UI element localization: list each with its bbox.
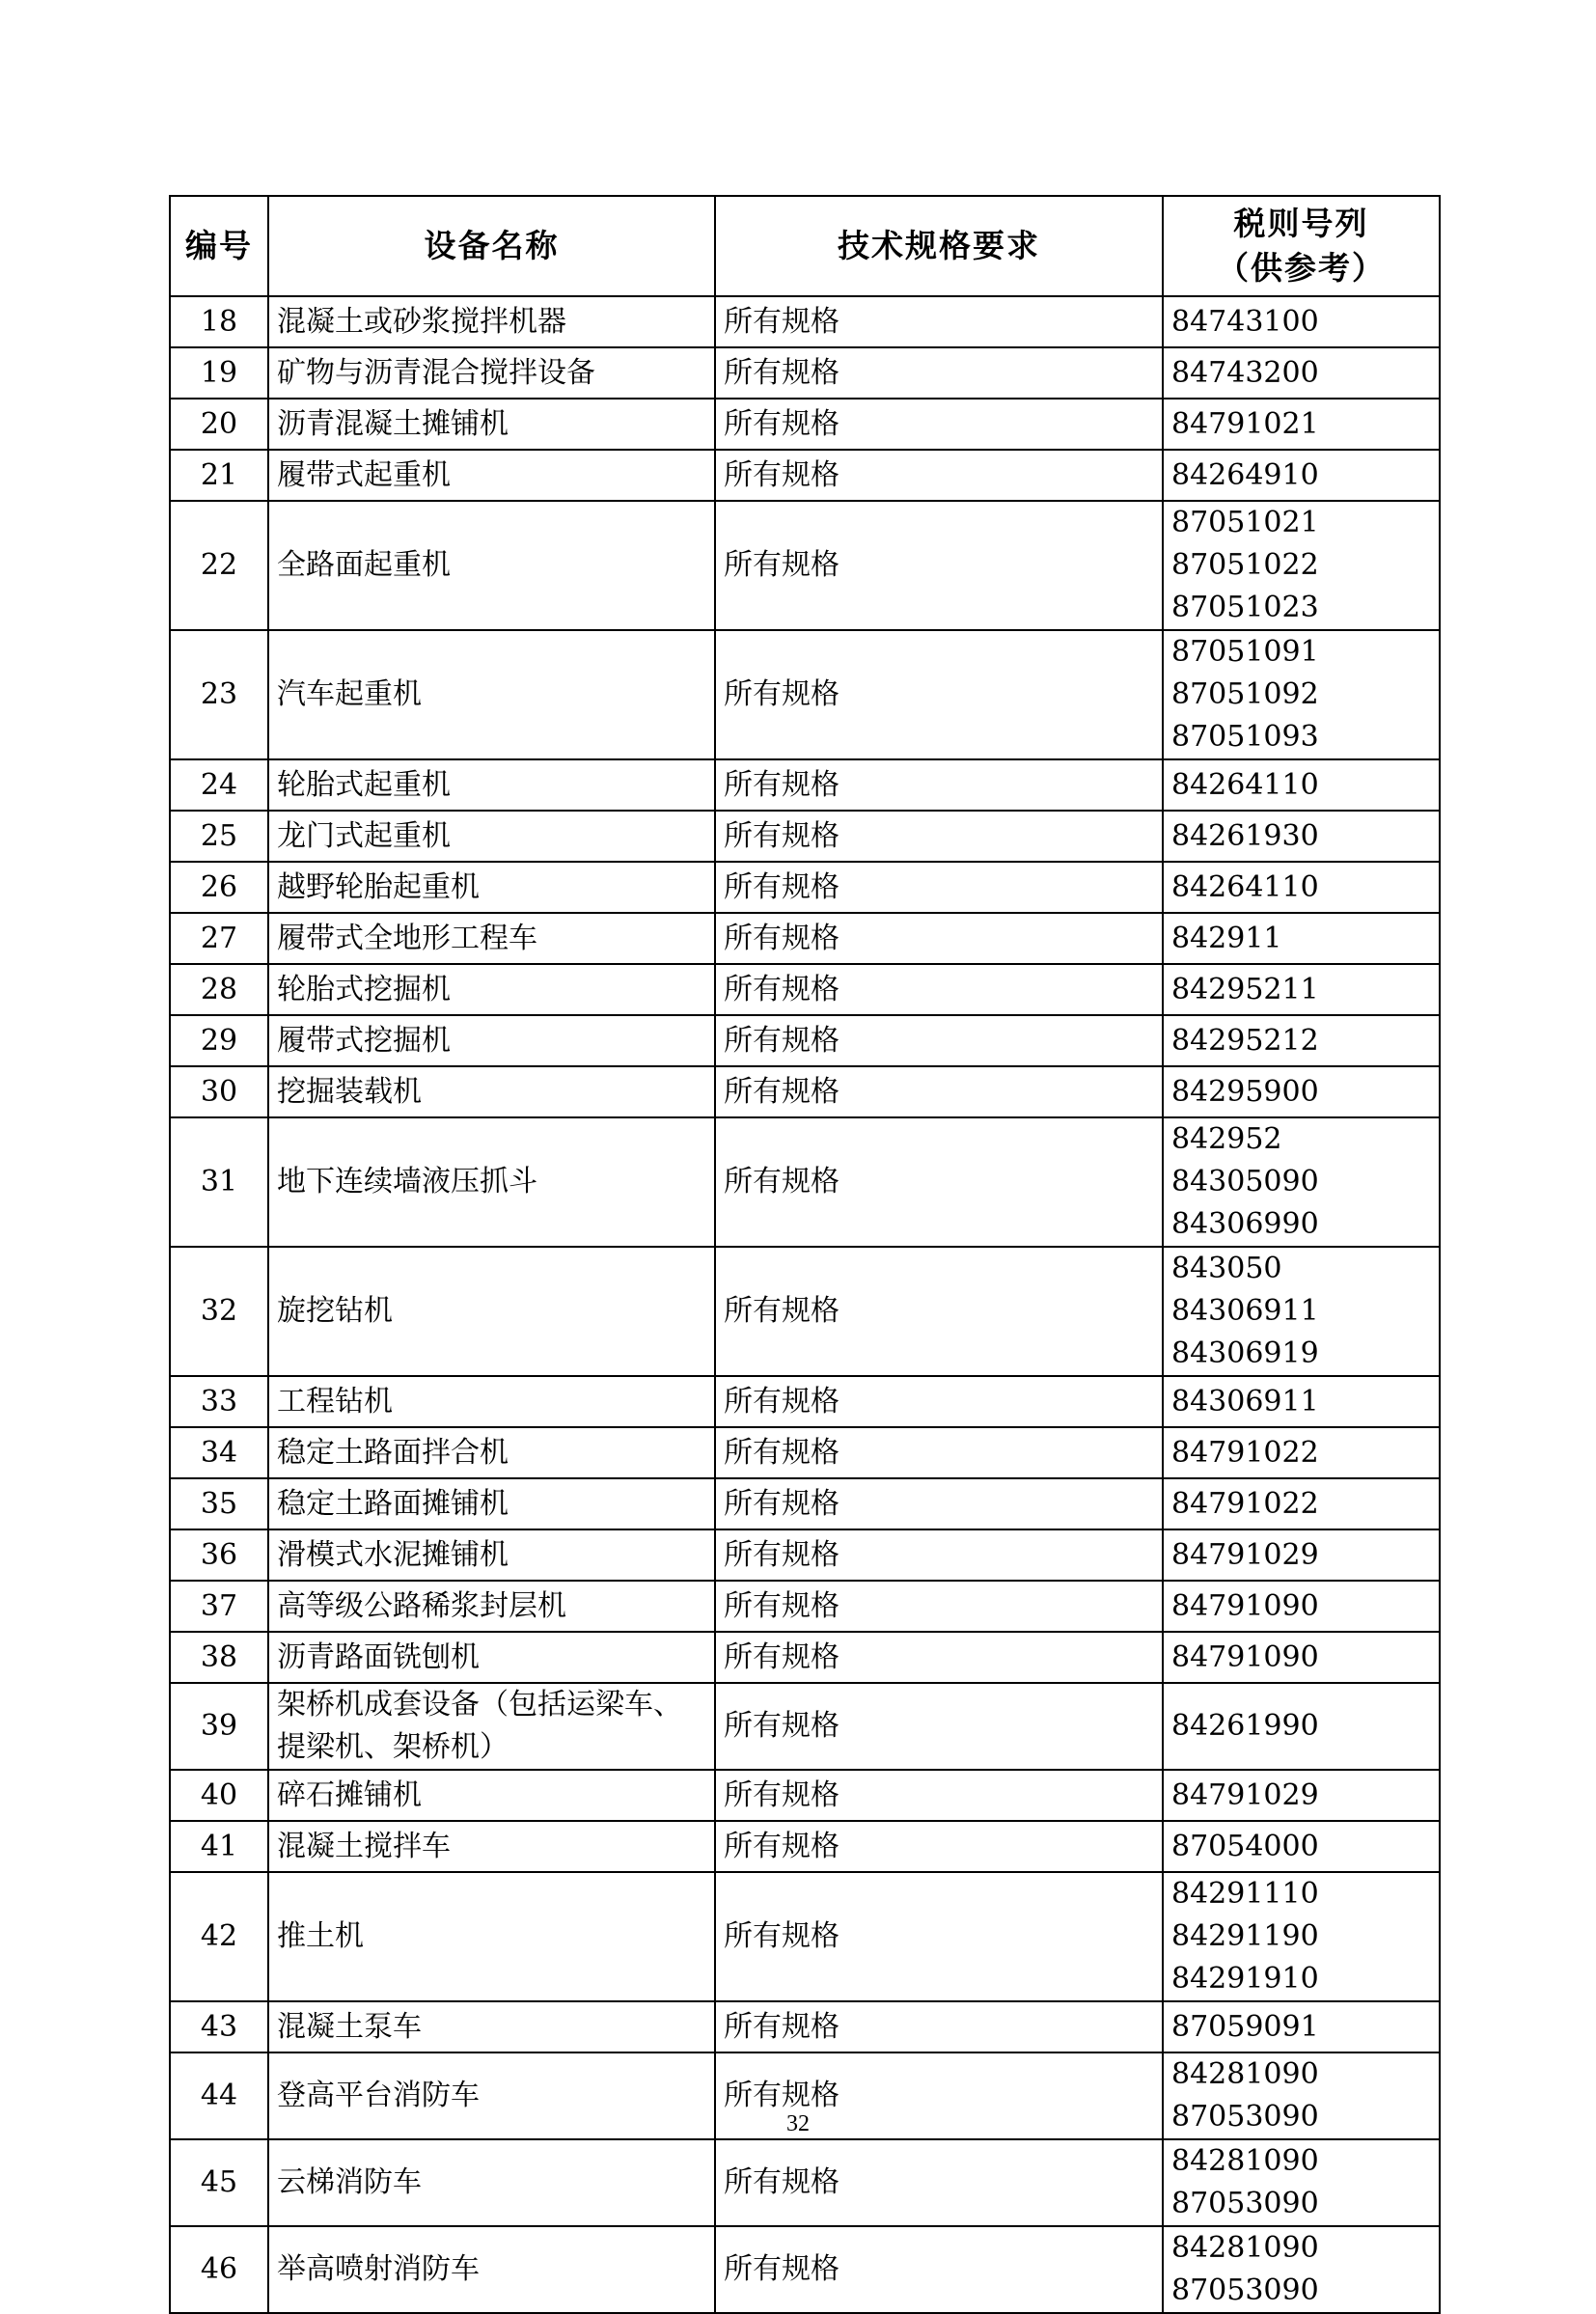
cell-num: 31	[170, 1117, 268, 1247]
header-code-line1: 税则号列	[1233, 205, 1369, 242]
cell-num: 33	[170, 1376, 268, 1427]
table-row	[170, 1632, 1440, 1683]
cell-spec: 所有规格	[715, 1683, 1163, 1770]
cell-spec: 所有规格	[715, 399, 1163, 450]
cell-num: 21	[170, 450, 268, 501]
cell-spec: 所有规格	[715, 1247, 1163, 1376]
cell-spec: 所有规格	[715, 2001, 1163, 2052]
cell-name: 稳定土路面摊铺机	[268, 1478, 715, 1529]
table-row	[170, 501, 1440, 630]
cell-name: 滑模式水泥摊铺机	[268, 1529, 715, 1581]
header-name: 设备名称	[268, 196, 715, 296]
cell-num: 19	[170, 347, 268, 399]
cell-name: 履带式起重机	[268, 450, 715, 501]
cell-spec: 所有规格	[715, 2139, 1163, 2226]
table-row	[170, 811, 1440, 862]
cell-name: 工程钻机	[268, 1376, 715, 1427]
cell-code: 84743100	[1163, 296, 1440, 347]
cell-name: 履带式挖掘机	[268, 1015, 715, 1066]
cell-spec: 所有规格	[715, 759, 1163, 811]
table-row	[170, 1066, 1440, 1117]
cell-code: 84295211	[1163, 964, 1440, 1015]
cell-name: 混凝土泵车	[268, 2001, 715, 2052]
table-row	[170, 862, 1440, 913]
cell-num: 30	[170, 1066, 268, 1117]
table-row	[170, 964, 1440, 1015]
cell-num: 44	[170, 2052, 268, 2139]
cell-spec: 所有规格	[715, 1427, 1163, 1478]
cell-name: 龙门式起重机	[268, 811, 715, 862]
cell-name: 碎石摊铺机	[268, 1770, 715, 1821]
cell-code: 84791090	[1163, 1632, 1440, 1683]
cell-name: 旋挖钻机	[268, 1247, 715, 1376]
cell-spec: 所有规格	[715, 2052, 1163, 2139]
header-code-line2: （供参考）	[1217, 249, 1386, 287]
cell-num: 28	[170, 964, 268, 1015]
cell-code: 84791029	[1163, 1770, 1440, 1821]
cell-spec: 所有规格	[715, 1821, 1163, 1872]
cell-spec: 所有规格	[715, 1066, 1163, 1117]
cell-num: 22	[170, 501, 268, 630]
cell-spec: 所有规格	[715, 296, 1163, 347]
cell-code: 84295212	[1163, 1015, 1440, 1066]
cell-name: 架桥机成套设备（包括运梁车、提梁机、架桥机）	[268, 1683, 715, 1770]
page-number: 32	[786, 2111, 810, 2136]
cell-name: 轮胎式起重机	[268, 759, 715, 811]
table-row	[170, 1770, 1440, 1821]
cell-name: 云梯消防车	[268, 2139, 715, 2226]
cell-num: 23	[170, 630, 268, 759]
cell-name: 沥青路面铣刨机	[268, 1632, 715, 1683]
equipment-table	[169, 195, 1441, 2314]
cell-code: 84791029	[1163, 1529, 1440, 1581]
cell-spec: 所有规格	[715, 1581, 1163, 1632]
table-row	[170, 913, 1440, 964]
header-num: 编号	[170, 196, 268, 296]
cell-name: 越野轮胎起重机	[268, 862, 715, 913]
cell-spec: 所有规格	[715, 630, 1163, 759]
cell-spec: 所有规格	[715, 1632, 1163, 1683]
table-row	[170, 450, 1440, 501]
cell-spec: 所有规格	[715, 1376, 1163, 1427]
cell-code: 84743200	[1163, 347, 1440, 399]
cell-name: 混凝土搅拌车	[268, 1821, 715, 1872]
cell-code: 842911	[1163, 913, 1440, 964]
cell-name: 轮胎式挖掘机	[268, 964, 715, 1015]
header-code	[1163, 196, 1440, 296]
cell-spec: 所有规格	[715, 964, 1163, 1015]
cell-code: 84264110	[1163, 862, 1440, 913]
cell-num: 24	[170, 759, 268, 811]
table-row	[170, 1872, 1440, 2001]
table-row	[170, 1581, 1440, 1632]
cell-spec: 所有规格	[715, 913, 1163, 964]
cell-spec: 所有规格	[715, 501, 1163, 630]
cell-code: 84295900	[1163, 1066, 1440, 1117]
cell-num: 39	[170, 1683, 268, 1770]
table-row	[170, 1247, 1440, 1376]
cell-num: 35	[170, 1478, 268, 1529]
table-row	[170, 2226, 1440, 2313]
table-row	[170, 1478, 1440, 1529]
cell-name: 沥青混凝土摊铺机	[268, 399, 715, 450]
cell-num: 34	[170, 1427, 268, 1478]
table-row	[170, 2139, 1440, 2226]
cell-num: 37	[170, 1581, 268, 1632]
cell-code: 842952 84305090 84306990	[1163, 1117, 1440, 1247]
cell-num: 25	[170, 811, 268, 862]
cell-code: 843050 84306911 84306919	[1163, 1247, 1440, 1376]
cell-code: 87059091	[1163, 2001, 1440, 2052]
table-row	[170, 296, 1440, 347]
cell-code: 87051091 87051092 87051093	[1163, 630, 1440, 759]
cell-code: 84791022	[1163, 1427, 1440, 1478]
cell-code: 84281090 87053090	[1163, 2052, 1440, 2139]
cell-code: 84261990	[1163, 1683, 1440, 1770]
cell-code: 84281090 87053090	[1163, 2226, 1440, 2313]
cell-spec: 所有规格	[715, 450, 1163, 501]
cell-spec: 所有规格	[715, 1872, 1163, 2001]
cell-code: 87054000	[1163, 1821, 1440, 1872]
cell-code: 84261930	[1163, 811, 1440, 862]
cell-num: 26	[170, 862, 268, 913]
cell-num: 41	[170, 1821, 268, 1872]
cell-code: 84306911	[1163, 1376, 1440, 1427]
table-row	[170, 1821, 1440, 1872]
cell-name: 矿物与沥青混合搅拌设备	[268, 347, 715, 399]
table-row	[170, 1376, 1440, 1427]
cell-spec: 所有规格	[715, 1015, 1163, 1066]
cell-name: 举高喷射消防车	[268, 2226, 715, 2313]
cell-num: 32	[170, 1247, 268, 1376]
cell-name: 全路面起重机	[268, 501, 715, 630]
cell-name: 混凝土或砂浆搅拌机器	[268, 296, 715, 347]
cell-name: 登高平台消防车	[268, 2052, 715, 2139]
cell-spec: 所有规格	[715, 1529, 1163, 1581]
table-row	[170, 347, 1440, 399]
table-row	[170, 1117, 1440, 1247]
cell-spec: 所有规格	[715, 1117, 1163, 1247]
cell-num: 27	[170, 913, 268, 964]
cell-code: 84291110 84291190 84291910	[1163, 1872, 1440, 2001]
cell-spec: 所有规格	[715, 347, 1163, 399]
cell-num: 29	[170, 1015, 268, 1066]
cell-num: 42	[170, 1872, 268, 2001]
cell-num: 18	[170, 296, 268, 347]
cell-num: 45	[170, 2139, 268, 2226]
table-header-row	[170, 196, 1440, 296]
table-row	[170, 1015, 1440, 1066]
cell-code: 84791021	[1163, 399, 1440, 450]
cell-code: 87051021 87051022 87051023	[1163, 501, 1440, 630]
cell-code: 84791022	[1163, 1478, 1440, 1529]
cell-name: 推土机	[268, 1872, 715, 2001]
cell-num: 38	[170, 1632, 268, 1683]
cell-spec: 所有规格	[715, 2226, 1163, 2313]
cell-name: 高等级公路稀浆封层机	[268, 1581, 715, 1632]
cell-num: 43	[170, 2001, 268, 2052]
cell-spec: 所有规格	[715, 1478, 1163, 1529]
table-row	[170, 1683, 1440, 1770]
cell-num: 36	[170, 1529, 268, 1581]
table-row	[170, 399, 1440, 450]
table-body	[170, 296, 1440, 2313]
table-row	[170, 1529, 1440, 1581]
cell-code: 84264910	[1163, 450, 1440, 501]
cell-name: 挖掘装载机	[268, 1066, 715, 1117]
cell-name: 地下连续墙液压抓斗	[268, 1117, 715, 1247]
cell-code: 84281090 87053090	[1163, 2139, 1440, 2226]
cell-num: 40	[170, 1770, 268, 1821]
cell-name: 汽车起重机	[268, 630, 715, 759]
cell-num: 20	[170, 399, 268, 450]
cell-code: 84264110	[1163, 759, 1440, 811]
header-spec: 技术规格要求	[715, 196, 1163, 296]
cell-num: 46	[170, 2226, 268, 2313]
cell-name: 履带式全地形工程车	[268, 913, 715, 964]
table-row	[170, 1427, 1440, 1478]
table-row	[170, 630, 1440, 759]
cell-spec: 所有规格	[715, 1770, 1163, 1821]
table-row	[170, 759, 1440, 811]
cell-name: 稳定土路面拌合机	[268, 1427, 715, 1478]
cell-spec: 所有规格	[715, 811, 1163, 862]
cell-spec: 所有规格	[715, 862, 1163, 913]
table-row	[170, 2001, 1440, 2052]
cell-code: 84791090	[1163, 1581, 1440, 1632]
